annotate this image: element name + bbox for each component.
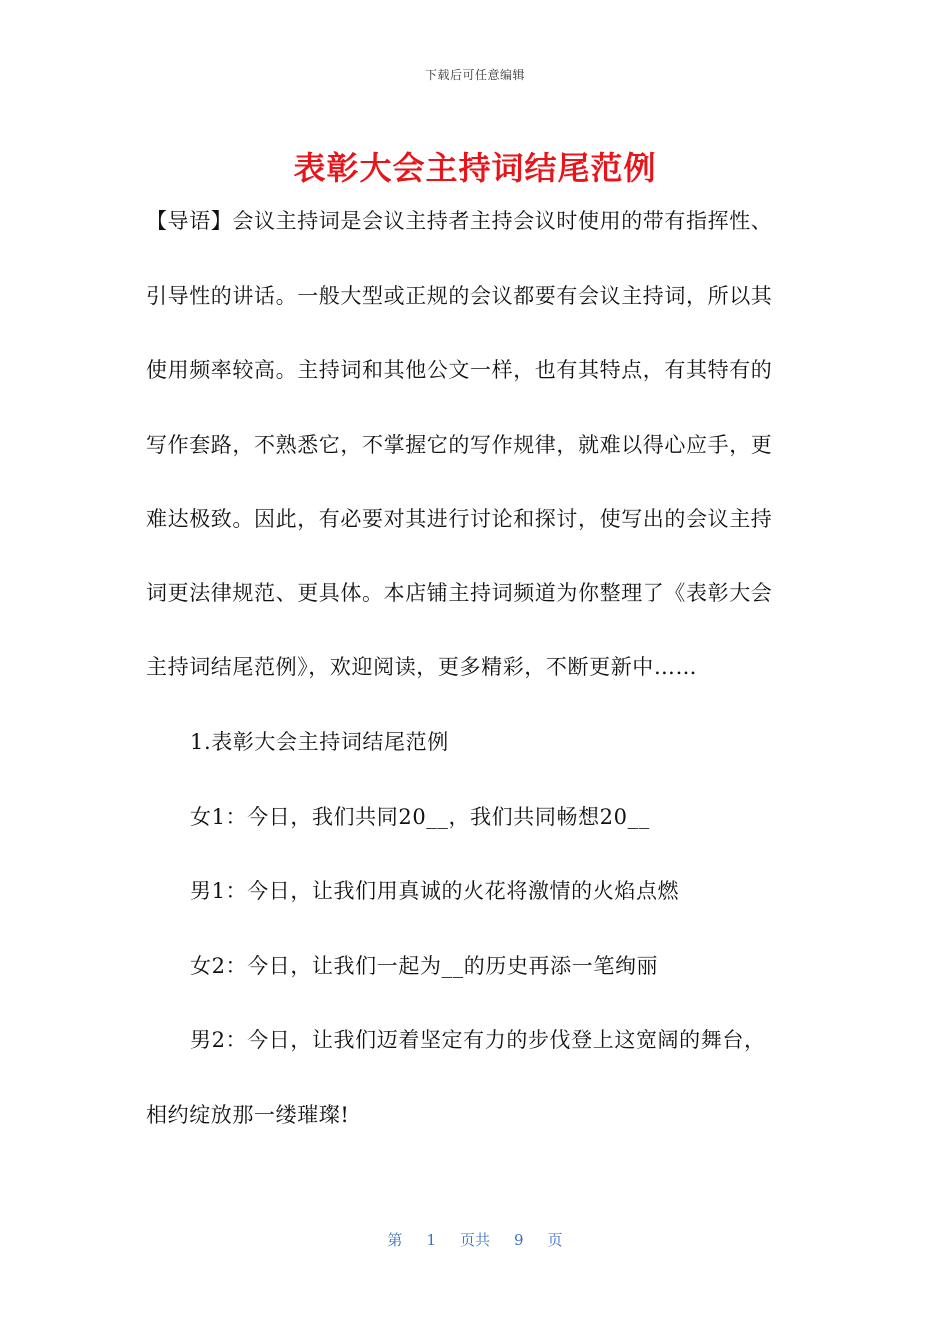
footer-current-page: 1 <box>426 1231 436 1249</box>
dialogue-line: 男2：今日，让我们迈着坚定有力的步伐登上这宽阔的舞台， <box>190 1028 766 1052</box>
document-title: 表彰大会主持词结尾范例 <box>293 149 657 187</box>
section-heading: 1.表彰大会主持词结尾范例 <box>190 730 449 754</box>
intro-line: 词更法律规范、更具体。本店铺主持词频道为你整理了《表彰大会 <box>146 581 773 605</box>
footer-page-mid: 页共 <box>459 1231 490 1249</box>
footer-total-pages: 9 <box>514 1231 524 1249</box>
intro-line: 使用频率较高。主持词和其他公文一样，也有其特点，有其特有的 <box>146 358 773 382</box>
page-footer <box>0 1229 950 1250</box>
page-header: 下载后可任意编辑 <box>424 68 525 82</box>
footer-page-suffix: 页 <box>547 1231 563 1249</box>
intro-line: 【导语】会议主持词是会议主持者主持会议时使用的带有指挥性、 <box>146 209 773 233</box>
intro-line: 主持词结尾范例》，欢迎阅读，更多精彩，不断更新中…… <box>146 655 698 679</box>
intro-line: 写作套路，不熟悉它，不掌握它的写作规律，就难以得心应手，更 <box>146 433 773 457</box>
dialogue-line: 男1：今日，让我们用真诚的火花将激情的火焰点燃 <box>190 879 680 903</box>
intro-line: 难达极致。因此，有必要对其进行讨论和探讨，使写出的会议主持 <box>146 507 773 531</box>
dialogue-line: 女1：今日，我们共同20__，我们共同畅想20__ <box>190 805 650 829</box>
footer-page-prefix: 第 <box>387 1231 403 1249</box>
intro-line: 引导性的讲话。一般大型或正规的会议都要有会议主持词，所以其 <box>146 284 773 308</box>
dialogue-line-continuation: 相约绽放那一缕璀璨! <box>146 1103 350 1127</box>
dialogue-line: 女2：今日，让我们一起为__的历史再添一笔绚丽 <box>190 954 659 978</box>
